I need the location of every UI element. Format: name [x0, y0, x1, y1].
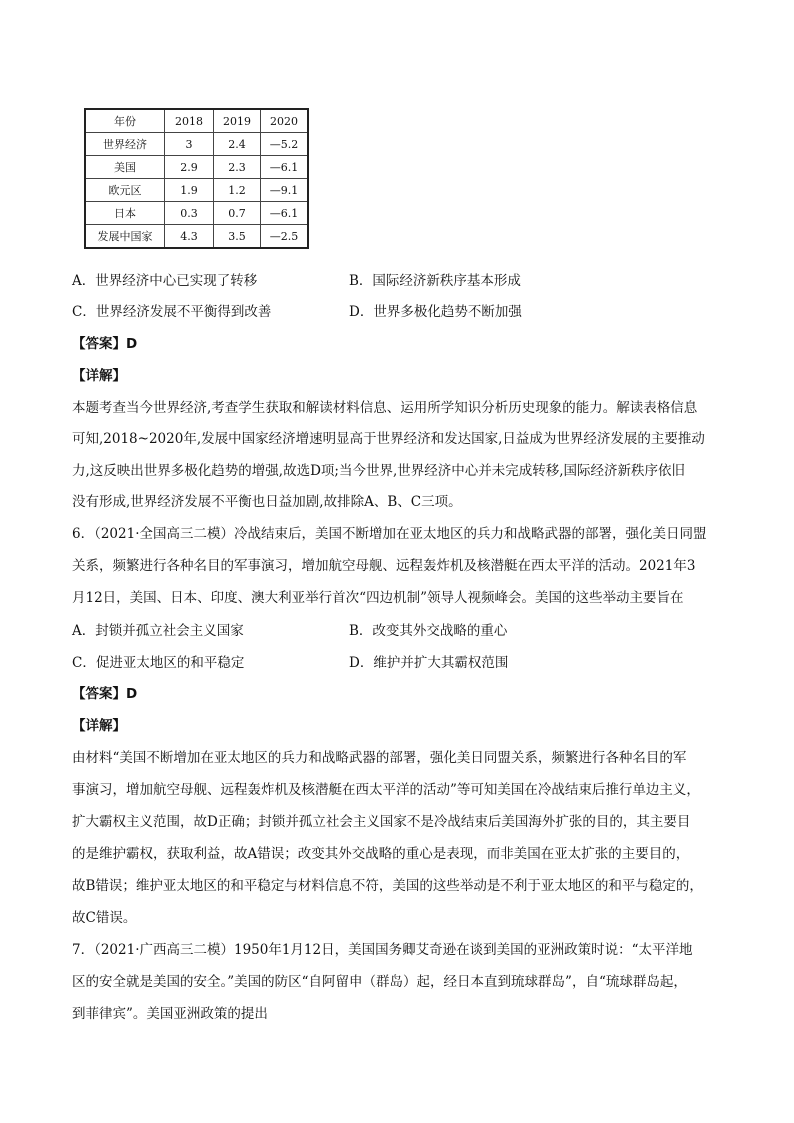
table-cell: 2.9	[165, 156, 214, 179]
table-cell: 日本	[85, 202, 165, 225]
table-cell: 2.4	[214, 133, 261, 156]
table-cell: 3	[165, 133, 214, 156]
table-cell: 1.9	[165, 179, 214, 202]
table-cell: 1.2	[214, 179, 261, 202]
table-header-cell: 2019	[214, 109, 261, 133]
table-header-row	[85, 109, 308, 133]
q7-stem-line: 7．（2021·广西高三二模）1950年1月12日，美国国务卿艾奇逊在谈到美国的亚洲政策时说：“太平洋地	[72, 942, 693, 958]
q5-option-d: D．世界多极化趋势不断加强	[349, 304, 522, 320]
q5-detail-line: 力,这反映出世界多极化趋势的增强,故选D项;当今世界,世界经济中心并未完成转移,国际经济新秩序依旧	[72, 463, 686, 479]
q6-option-c: C．促进亚太地区的和平稳定	[72, 655, 245, 671]
q7-stem-line: 区的安全就是美国的安全。”美国的防区“自阿留申（群岛）起，经日本直到琉球群岛”，自“琉球群岛起，	[72, 974, 687, 990]
table-header-cell: 年份	[85, 109, 165, 133]
table-cell: 0.3	[165, 202, 214, 225]
q5-option-b: B．国际经济新秩序基本形成	[349, 273, 521, 289]
q6-detail-line: 事演习，增加航空母舰、远程轰炸机及核潜艇在西太平洋的活动”等可知美国在冷战结束后推行单边主义，	[72, 782, 700, 798]
q6-option-b: B．改变其外交战略的重心	[349, 623, 508, 639]
table-header-cell: 2018	[165, 109, 214, 133]
q6-detail-line: 扩大霸权主义范围，故D正确；封锁并孤立社会主义国家不是冷战结束后美国海外扩张的目的，其主要目	[72, 814, 691, 830]
table-cell: —6.1	[261, 202, 309, 225]
table-row	[85, 225, 308, 249]
gdp-growth-table	[84, 108, 309, 249]
q5-detail-line: 可知,2018~2020年,发展中国家经济增速明显高于世界经济和发达国家,日益成为世界经济发展的主要推动	[72, 431, 705, 447]
q6-option-a: A．封锁并孤立社会主义国家	[72, 623, 244, 639]
q5-detail-line: 没有形成,世界经济发展不平衡也日益加剧,故排除A、B、C三项。	[72, 494, 462, 510]
q6-detail-line: 故B错误；维护亚太地区的和平稳定与材料信息不符，美国的这些举动是不利于亚太地区的和平与稳定的，	[72, 878, 703, 894]
table-row	[85, 133, 308, 156]
table-row	[85, 179, 308, 202]
q6-detail-line: 的是维护霸权，获取利益，故A错误；改变其外交战略的重心是表现，而非美国在亚太扩张的主要目的，	[72, 846, 690, 862]
q5-detail-label: 【详解】	[72, 368, 126, 384]
table-cell: —9.1	[261, 179, 309, 202]
table-cell: —2.5	[261, 225, 309, 249]
q5-detail-line: 本题考查当今世界经济,考查学生获取和解读材料信息、运用所学知识分析历史现象的能力。解读表格信息	[72, 400, 698, 416]
table-cell: 3.5	[214, 225, 261, 249]
q5-option-a: A．世界经济中心已实现了转移	[72, 273, 258, 289]
q7-stem-line: 到菲律宾”。美国亚洲政策的提出	[72, 1006, 268, 1022]
q6-option-d: D．维护并扩大其霸权范围	[349, 655, 509, 671]
q6-stem-line: 关系，频繁进行各种名目的军事演习，增加航空母舰、远程轰炸机及核潜艇在西太平洋的活动。2021年3	[72, 558, 696, 574]
table-row	[85, 156, 308, 179]
q6-stem-line: 月12日，美国、日本、印度、澳大利亚举行首次“四边机制”领导人视频峰会。美国的这些举动主要旨在	[72, 590, 684, 606]
q6-answer: 【答案】D	[72, 686, 138, 702]
table-row	[85, 202, 308, 225]
table-cell: 4.3	[165, 225, 214, 249]
table-cell: 2.3	[214, 156, 261, 179]
table-cell: 发展中国家	[85, 225, 165, 249]
q6-stem-line: 6．（2021·全国高三二模）冷战结束后，美国不断增加在亚太地区的兵力和战略武器的部署，强化美日同盟	[72, 526, 707, 542]
q6-detail-label: 【详解】	[72, 718, 126, 734]
q6-detail-line: 故C错误。	[72, 910, 137, 926]
table-cell: —5.2	[261, 133, 309, 156]
table-cell: 世界经济	[85, 133, 165, 156]
table-cell: 美国	[85, 156, 165, 179]
table-cell: 欧元区	[85, 179, 165, 202]
q5-answer: 【答案】D	[72, 336, 138, 352]
q6-detail-line: 由材料“美国不断增加在亚太地区的兵力和战略武器的部署，强化美日同盟关系，频繁进行各种名目的军	[72, 750, 687, 766]
table-cell: 0.7	[214, 202, 261, 225]
table-cell: —6.1	[261, 156, 309, 179]
q5-option-c: C．世界经济发展不平衡得到改善	[72, 304, 272, 320]
table-header-cell: 2020	[261, 109, 309, 133]
